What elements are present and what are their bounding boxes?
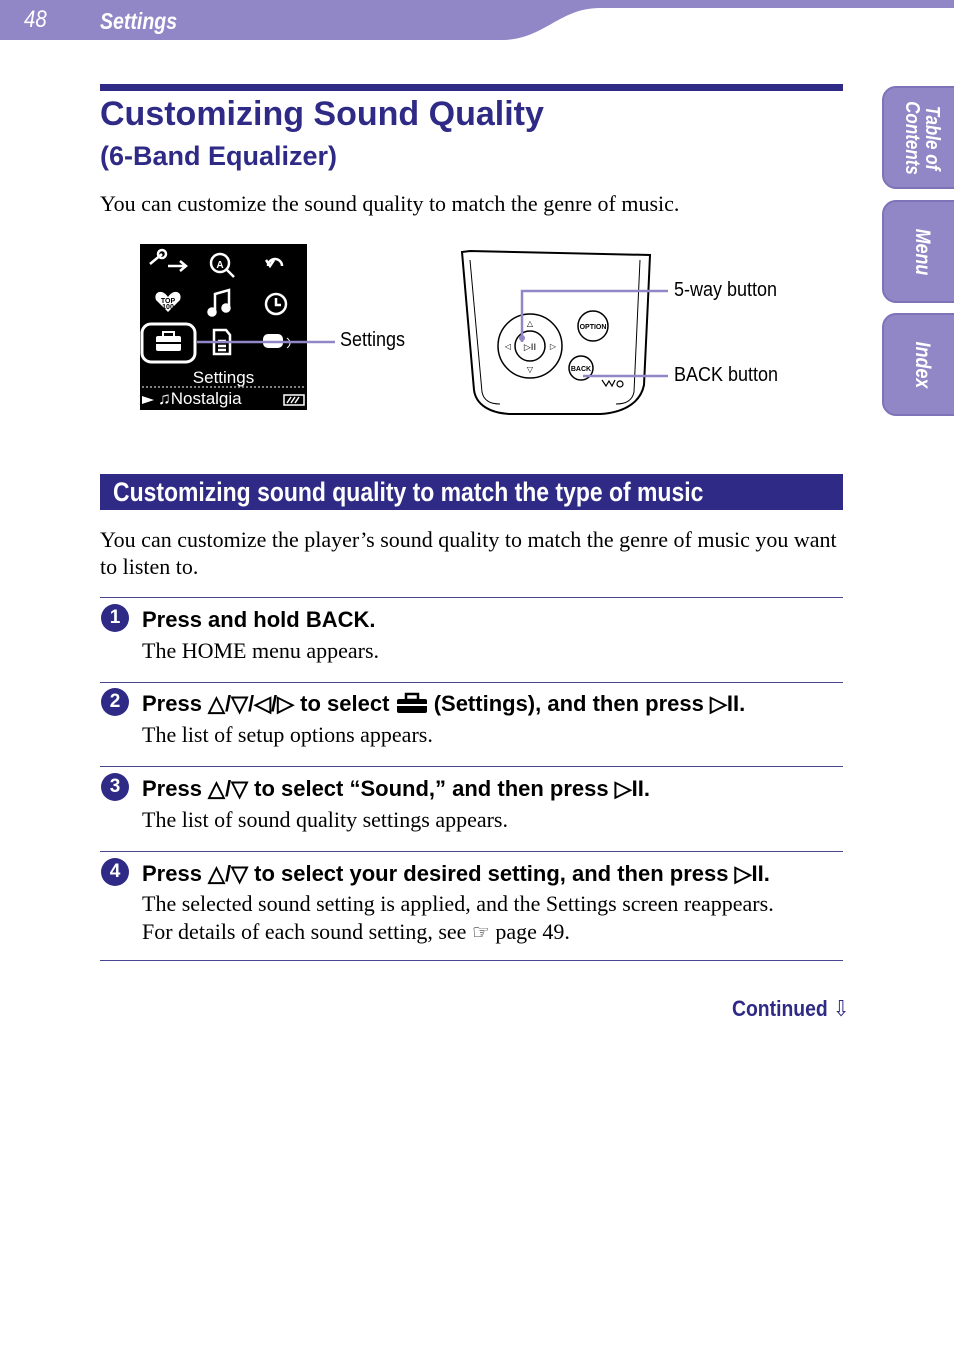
step-heading-part: Press △/▽/◁/▷ to select [142, 691, 390, 716]
page-title: Customizing Sound Quality [100, 95, 544, 133]
page-reference-link[interactable]: page 49. [495, 919, 570, 944]
option-button [578, 311, 608, 341]
step-heading-part: (Settings), and then press ▷II. [433, 691, 746, 716]
svg-text:BACK: BACK [570, 366, 592, 373]
toolbox-icon [396, 692, 428, 714]
pointing-hand-icon: ☞ [471, 920, 490, 944]
step-number: 4 [101, 858, 129, 886]
tab-label-menu: Menu [911, 228, 934, 275]
page-number: 48 [24, 6, 47, 33]
intro-text: You can customize the sound quality to match the genre of music. [100, 191, 680, 216]
step-body: The list of setup options appears. [142, 722, 433, 747]
callout-five-way: 5-way button [674, 279, 778, 301]
svg-text:◁: ◁ [504, 342, 512, 351]
step-heading [142, 691, 745, 717]
step-body-text: For details of each sound setting, see [142, 919, 467, 944]
page-subtitle: (6-Band Equalizer) [100, 141, 338, 171]
svg-text:100: 100 [162, 304, 174, 311]
divider [100, 851, 843, 852]
continued-link[interactable] [732, 996, 849, 1022]
screen-track-name: ♫Nostalgia [158, 389, 242, 408]
arrow-down-icon: ⇩ [833, 997, 850, 1022]
divider [100, 766, 843, 767]
step-heading: Press △/▽ to select “Sound,” and then press ▷II. [142, 776, 650, 801]
track-title: Nostalgia [170, 389, 242, 408]
callout-back: BACK button [674, 364, 779, 386]
step-heading: Press △/▽ to select your desired setting, and then press ▷II. [142, 861, 770, 886]
svg-text:OPTION: OPTION [579, 324, 607, 331]
step-number: 2 [101, 688, 129, 716]
step-heading: Press and hold BACK. [142, 607, 376, 632]
callout-settings: Settings [340, 329, 406, 351]
divider [100, 597, 843, 598]
step-body-ref [142, 918, 570, 946]
svg-text:▷II: ▷II [523, 343, 537, 353]
player-diagram [0, 0, 954, 460]
svg-text:△: △ [526, 319, 534, 328]
tab-label-toc: Table of Contents [901, 100, 943, 175]
screen-settings-label: Settings [192, 368, 255, 387]
tab-label-index: Index [911, 341, 934, 388]
svg-text:▽: ▽ [526, 365, 534, 374]
five-way-button [498, 314, 562, 378]
step-number: 3 [101, 773, 129, 801]
continued-label: Continued [732, 996, 828, 1021]
step-body: The HOME menu appears. [142, 638, 380, 663]
section-heading: Customizing sound quality to match the type of music [113, 477, 704, 507]
divider [100, 682, 843, 683]
svg-text:A: A [216, 260, 224, 271]
section-intro: You can customize the player’s sound quality to match the genre of music you want to listen to. [100, 527, 837, 579]
svg-text:▷: ▷ [549, 342, 557, 351]
step-body: The selected sound setting is applied, and the Settings screen reappears. [142, 891, 774, 916]
svg-text:TOP: TOP [160, 298, 176, 305]
step-number: 1 [101, 604, 129, 632]
step-body: The list of sound quality settings appears. [142, 807, 508, 832]
divider [100, 960, 843, 961]
section-name: Settings [100, 8, 178, 34]
